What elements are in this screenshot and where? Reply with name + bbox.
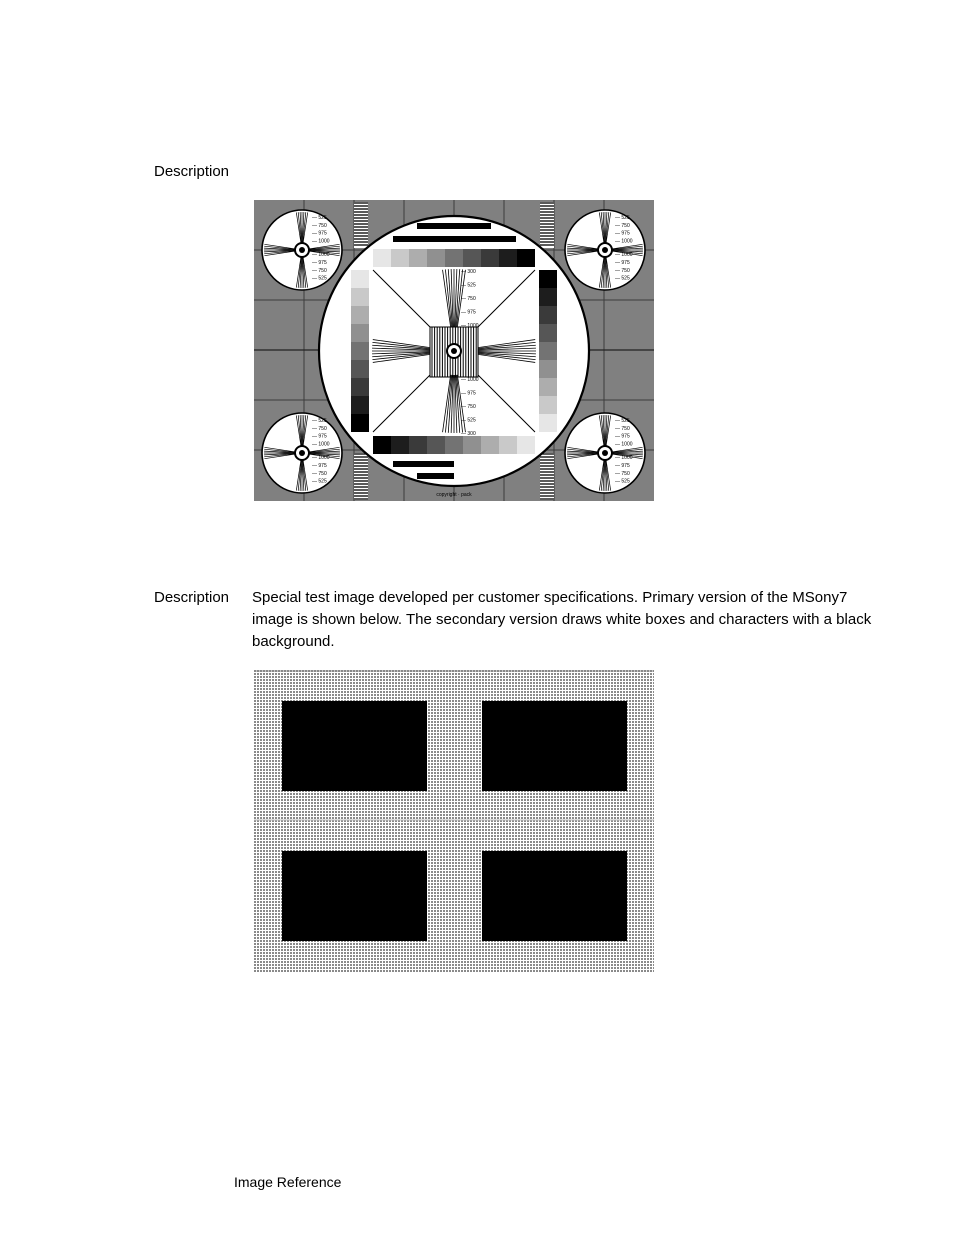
corner-label: — 975 bbox=[312, 433, 327, 440]
gray-step-bottom bbox=[481, 436, 499, 454]
gray-step-top bbox=[427, 249, 445, 267]
gray-step-top bbox=[445, 249, 463, 267]
corner-label: — 975 bbox=[615, 230, 630, 237]
corner-label: — 1000 bbox=[615, 238, 633, 245]
corner-label: — 1000 bbox=[312, 238, 330, 245]
corner-label: — 525 bbox=[615, 215, 630, 221]
bottom-bar-short bbox=[417, 473, 454, 479]
center-top-label: — 975 bbox=[461, 309, 476, 316]
corner-label: — 1000 bbox=[615, 441, 633, 448]
gray-step-top bbox=[373, 249, 391, 267]
corner-label: — 750 bbox=[312, 267, 327, 274]
gray-step-left bbox=[351, 288, 369, 306]
center-bottom-label: — 750 bbox=[461, 404, 476, 410]
corner-label: — 525 bbox=[312, 275, 327, 282]
corner-circle bbox=[262, 413, 342, 493]
section-2-label: Description bbox=[154, 589, 230, 606]
corner-label: — 525 bbox=[615, 418, 630, 424]
section-1-label: Description bbox=[154, 163, 230, 180]
corner-label: — 525 bbox=[312, 215, 327, 221]
box-bottom-left bbox=[282, 851, 427, 941]
corner-label: — 975 bbox=[312, 230, 327, 237]
box-top-left bbox=[282, 701, 427, 791]
gray-step-right bbox=[539, 288, 557, 306]
corner-label: — 975 bbox=[615, 463, 630, 469]
gray-step-right bbox=[539, 342, 557, 360]
gray-step-bottom bbox=[445, 436, 463, 454]
center-bottom-label: — 525 bbox=[461, 417, 476, 424]
gray-step-bottom bbox=[427, 436, 445, 454]
indian-head-test-pattern bbox=[254, 200, 654, 501]
bottom-bar-long bbox=[393, 461, 454, 467]
top-bar-long bbox=[393, 236, 516, 242]
corner-bullseye-inner bbox=[299, 450, 305, 456]
gray-step-right bbox=[539, 378, 557, 396]
box-bottom-right bbox=[482, 851, 627, 941]
gray-step-right bbox=[539, 270, 557, 288]
corner-label: — 525 bbox=[615, 478, 630, 485]
corner-label: — 750 bbox=[615, 470, 630, 477]
corner-bullseye-inner bbox=[299, 247, 305, 253]
center-bottom-label: — 975 bbox=[461, 390, 476, 397]
copyright-label: copyright · pack bbox=[436, 492, 472, 498]
gray-step-bottom bbox=[409, 436, 427, 454]
main-bullseye-inner bbox=[451, 348, 457, 354]
gray-step-right bbox=[539, 414, 557, 432]
corner-circle bbox=[565, 413, 645, 493]
gray-step-top bbox=[463, 249, 481, 267]
gray-step-bottom bbox=[499, 436, 517, 454]
corner-label: — 975 bbox=[312, 463, 327, 469]
test-pattern-svg bbox=[254, 200, 654, 501]
gray-step-top bbox=[409, 249, 427, 267]
corner-label: — 750 bbox=[615, 222, 630, 229]
corner-label: — 1000 bbox=[615, 252, 633, 259]
gray-step-top bbox=[481, 249, 499, 267]
gray-step-bottom bbox=[391, 436, 409, 454]
corner-label: — 1000 bbox=[615, 455, 633, 462]
gray-step-left bbox=[351, 306, 369, 324]
gray-step-top bbox=[391, 249, 409, 267]
center-top-label: — 750 bbox=[461, 296, 476, 302]
corner-label: — 975 bbox=[615, 260, 630, 266]
corner-label: — 975 bbox=[615, 433, 630, 440]
gray-step-bottom bbox=[373, 436, 391, 454]
top-bar-short bbox=[417, 223, 491, 229]
corner-bullseye-inner bbox=[602, 247, 608, 253]
corner-label: — 525 bbox=[615, 275, 630, 282]
center-bottom-label: — 300 bbox=[461, 431, 476, 437]
corner-circle bbox=[262, 210, 342, 290]
corner-label: — 525 bbox=[312, 478, 327, 485]
corner-label: — 1000 bbox=[312, 252, 330, 259]
msony7-svg bbox=[254, 670, 654, 972]
gray-step-right bbox=[539, 396, 557, 414]
section-2-description: Special test image developed per customer specifications. Primary version of the MSony7 image is shown below. The secondary version draws white boxes and characters with a black background. bbox=[252, 589, 872, 650]
corner-circle bbox=[565, 210, 645, 290]
gray-step-top bbox=[499, 249, 517, 267]
box-top-right bbox=[482, 701, 627, 791]
gray-step-left bbox=[351, 270, 369, 288]
center-top-label: — 1000 bbox=[461, 323, 479, 329]
corner-label: — 525 bbox=[312, 418, 327, 424]
msony7-test-image bbox=[254, 670, 654, 972]
gray-step-bottom bbox=[517, 436, 535, 454]
gray-step-left bbox=[351, 324, 369, 342]
center-top-label: — 300 bbox=[461, 269, 476, 275]
gray-step-right bbox=[539, 306, 557, 324]
corner-label: — 975 bbox=[312, 260, 327, 266]
corner-label: — 750 bbox=[312, 470, 327, 477]
corner-label: — 750 bbox=[312, 222, 327, 229]
gray-step-bottom bbox=[463, 436, 481, 454]
gray-step-left bbox=[351, 414, 369, 432]
gray-step-top bbox=[517, 249, 535, 267]
gray-step-left bbox=[351, 360, 369, 378]
gray-step-left bbox=[351, 378, 369, 396]
footer-image-reference: Image Reference bbox=[234, 1174, 342, 1190]
gray-step-left bbox=[351, 396, 369, 414]
corner-label: — 750 bbox=[615, 425, 630, 432]
corner-label: — 750 bbox=[615, 267, 630, 274]
corner-label: — 1000 bbox=[312, 455, 330, 462]
center-bottom-label: — 1000 bbox=[461, 377, 479, 383]
gray-step-right bbox=[539, 360, 557, 378]
corner-label: — 1000 bbox=[312, 441, 330, 448]
center-top-label: — 525 bbox=[461, 282, 476, 289]
corner-bullseye-inner bbox=[602, 450, 608, 456]
gray-step-left bbox=[351, 342, 369, 360]
gray-step-right bbox=[539, 324, 557, 342]
corner-label: — 750 bbox=[312, 425, 327, 432]
